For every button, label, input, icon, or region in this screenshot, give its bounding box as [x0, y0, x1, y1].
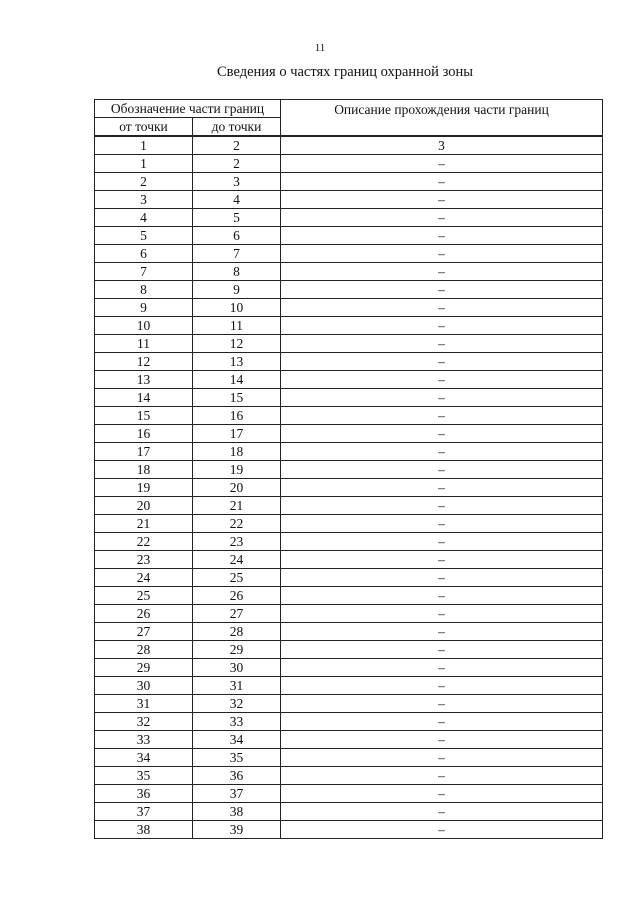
table-row	[95, 443, 603, 461]
from-point-cell: 23	[95, 551, 193, 569]
from-point-cell: 20	[95, 497, 193, 515]
to-point-cell: 31	[193, 677, 281, 695]
from-point-cell: 24	[95, 569, 193, 587]
description-cell: –	[281, 335, 603, 353]
table-row	[95, 245, 603, 263]
from-point-cell: 9	[95, 299, 193, 317]
from-point-cell: 10	[95, 317, 193, 335]
description-cell: –	[281, 173, 603, 191]
table-row	[95, 641, 603, 659]
to-point-cell: 4	[193, 191, 281, 209]
description-cell: –	[281, 749, 603, 767]
to-point-cell: 30	[193, 659, 281, 677]
table-row	[95, 281, 603, 299]
to-point-cell: 3	[193, 173, 281, 191]
from-point-cell: 32	[95, 713, 193, 731]
table-row	[95, 767, 603, 785]
header-description: Описание прохождения части границ	[281, 100, 603, 137]
description-cell: –	[281, 569, 603, 587]
description-cell: –	[281, 785, 603, 803]
from-point-cell: 2	[95, 173, 193, 191]
to-point-cell: 19	[193, 461, 281, 479]
to-point-cell: 21	[193, 497, 281, 515]
column-number: 2	[193, 136, 281, 155]
description-cell: –	[281, 821, 603, 839]
description-cell: –	[281, 587, 603, 605]
description-cell: –	[281, 803, 603, 821]
description-cell: –	[281, 389, 603, 407]
description-cell: –	[281, 209, 603, 227]
from-point-cell: 15	[95, 407, 193, 425]
to-point-cell: 9	[193, 281, 281, 299]
from-point-cell: 21	[95, 515, 193, 533]
description-cell: –	[281, 155, 603, 173]
page-number: 11	[314, 42, 326, 54]
document-title: Сведения о частях границ охранной зоны	[217, 64, 473, 80]
to-point-cell: 2	[193, 155, 281, 173]
table-row	[95, 677, 603, 695]
description-cell: –	[281, 605, 603, 623]
header-from-point: от точки	[95, 118, 193, 137]
from-point-cell: 37	[95, 803, 193, 821]
table-row	[95, 587, 603, 605]
from-point-cell: 12	[95, 353, 193, 371]
table-row	[95, 371, 603, 389]
description-cell: –	[281, 407, 603, 425]
to-point-cell: 26	[193, 587, 281, 605]
description-cell: –	[281, 371, 603, 389]
from-point-cell: 16	[95, 425, 193, 443]
from-point-cell: 13	[95, 371, 193, 389]
from-point-cell: 18	[95, 461, 193, 479]
from-point-cell: 31	[95, 695, 193, 713]
to-point-cell: 34	[193, 731, 281, 749]
from-point-cell: 1	[95, 155, 193, 173]
from-point-cell: 3	[95, 191, 193, 209]
table-row	[95, 425, 603, 443]
to-point-cell: 22	[193, 515, 281, 533]
from-point-cell: 17	[95, 443, 193, 461]
table-row	[95, 731, 603, 749]
table-row	[95, 299, 603, 317]
table-row	[95, 605, 603, 623]
table-row	[95, 551, 603, 569]
to-point-cell: 38	[193, 803, 281, 821]
to-point-cell: 14	[193, 371, 281, 389]
description-cell: –	[281, 677, 603, 695]
from-point-cell: 29	[95, 659, 193, 677]
to-point-cell: 29	[193, 641, 281, 659]
from-point-cell: 38	[95, 821, 193, 839]
from-point-cell: 26	[95, 605, 193, 623]
description-cell: –	[281, 479, 603, 497]
table-row	[95, 191, 603, 209]
from-point-cell: 5	[95, 227, 193, 245]
table-row	[95, 209, 603, 227]
to-point-cell: 8	[193, 263, 281, 281]
description-cell: –	[281, 317, 603, 335]
table-row	[95, 821, 603, 839]
description-cell: –	[281, 551, 603, 569]
column-number: 3	[281, 136, 603, 155]
header-to-point: до точки	[193, 118, 281, 137]
table-row	[95, 155, 603, 173]
to-point-cell: 17	[193, 425, 281, 443]
to-point-cell: 5	[193, 209, 281, 227]
from-point-cell: 35	[95, 767, 193, 785]
table-row	[95, 263, 603, 281]
from-point-cell: 22	[95, 533, 193, 551]
table-row	[95, 659, 603, 677]
table-row	[95, 173, 603, 191]
description-cell: –	[281, 659, 603, 677]
from-point-cell: 34	[95, 749, 193, 767]
table-row	[95, 389, 603, 407]
description-cell: –	[281, 461, 603, 479]
from-point-cell: 8	[95, 281, 193, 299]
to-point-cell: 16	[193, 407, 281, 425]
table-row	[95, 569, 603, 587]
to-point-cell: 10	[193, 299, 281, 317]
to-point-cell: 23	[193, 533, 281, 551]
from-point-cell: 27	[95, 623, 193, 641]
description-cell: –	[281, 515, 603, 533]
from-point-cell: 36	[95, 785, 193, 803]
table-row	[95, 533, 603, 551]
description-cell: –	[281, 425, 603, 443]
description-cell: –	[281, 767, 603, 785]
to-point-cell: 28	[193, 623, 281, 641]
table-body	[95, 136, 603, 839]
to-point-cell: 39	[193, 821, 281, 839]
header-boundary-designation: Обозначение части границ	[95, 100, 281, 118]
table-row	[95, 407, 603, 425]
to-point-cell: 13	[193, 353, 281, 371]
table-row	[95, 515, 603, 533]
table-row	[95, 335, 603, 353]
to-point-cell: 7	[193, 245, 281, 263]
table-row	[95, 461, 603, 479]
from-point-cell: 25	[95, 587, 193, 605]
to-point-cell: 25	[193, 569, 281, 587]
to-point-cell: 24	[193, 551, 281, 569]
to-point-cell: 33	[193, 713, 281, 731]
to-point-cell: 18	[193, 443, 281, 461]
to-point-cell: 37	[193, 785, 281, 803]
from-point-cell: 19	[95, 479, 193, 497]
table-row	[95, 713, 603, 731]
to-point-cell: 11	[193, 317, 281, 335]
from-point-cell: 4	[95, 209, 193, 227]
to-point-cell: 36	[193, 767, 281, 785]
table-row	[95, 623, 603, 641]
table-row	[95, 785, 603, 803]
from-point-cell: 14	[95, 389, 193, 407]
to-point-cell: 6	[193, 227, 281, 245]
description-cell: –	[281, 281, 603, 299]
description-cell: –	[281, 731, 603, 749]
table-row	[95, 353, 603, 371]
from-point-cell: 6	[95, 245, 193, 263]
description-cell: –	[281, 713, 603, 731]
table-row	[95, 695, 603, 713]
table-row	[95, 479, 603, 497]
description-cell: –	[281, 641, 603, 659]
description-cell: –	[281, 443, 603, 461]
description-cell: –	[281, 191, 603, 209]
table-row	[95, 803, 603, 821]
table-row	[95, 317, 603, 335]
to-point-cell: 32	[193, 695, 281, 713]
to-point-cell: 20	[193, 479, 281, 497]
table-row	[95, 749, 603, 767]
description-cell: –	[281, 695, 603, 713]
from-point-cell: 7	[95, 263, 193, 281]
from-point-cell: 28	[95, 641, 193, 659]
to-point-cell: 27	[193, 605, 281, 623]
description-cell: –	[281, 245, 603, 263]
column-number: 1	[95, 136, 193, 155]
description-cell: –	[281, 299, 603, 317]
table-row	[95, 227, 603, 245]
boundary-table	[94, 99, 603, 839]
table-row	[95, 497, 603, 515]
description-cell: –	[281, 263, 603, 281]
from-point-cell: 30	[95, 677, 193, 695]
to-point-cell: 15	[193, 389, 281, 407]
column-number-row	[95, 136, 603, 155]
description-cell: –	[281, 497, 603, 515]
to-point-cell: 35	[193, 749, 281, 767]
description-cell: –	[281, 227, 603, 245]
from-point-cell: 33	[95, 731, 193, 749]
description-cell: –	[281, 353, 603, 371]
to-point-cell: 12	[193, 335, 281, 353]
description-cell: –	[281, 623, 603, 641]
from-point-cell: 11	[95, 335, 193, 353]
description-cell: –	[281, 533, 603, 551]
